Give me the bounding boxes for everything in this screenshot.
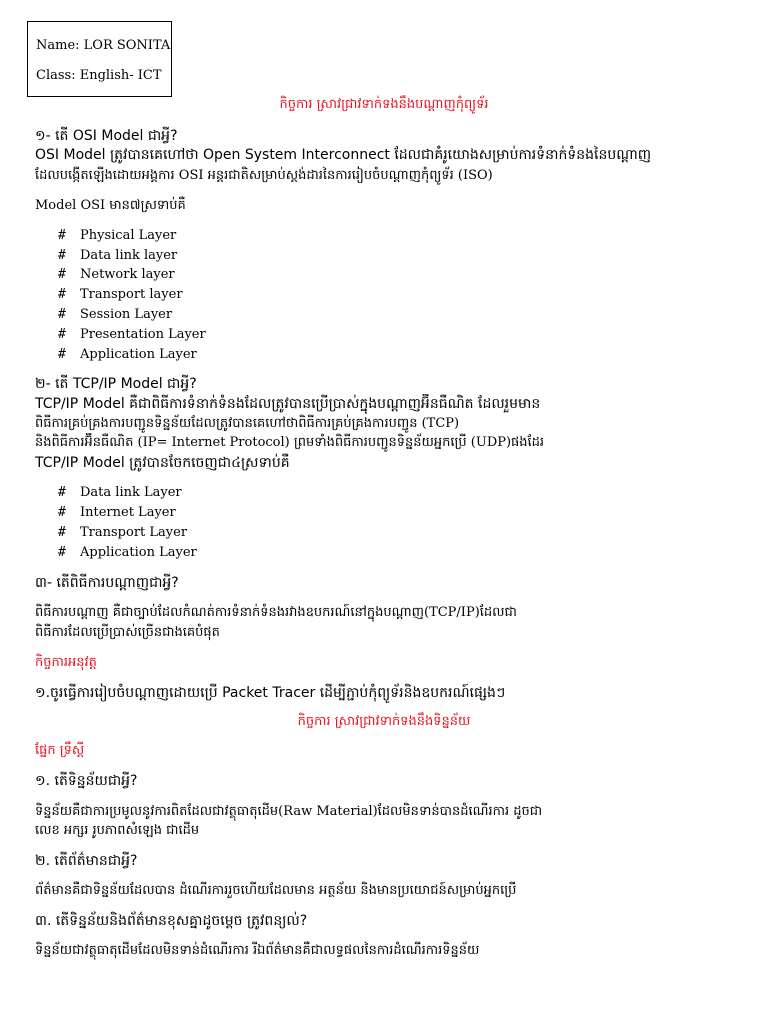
bullet-hash: # — [58, 327, 66, 342]
q2-line-4: TCP/IP Model ត្រូវបានចែកចេញជា៤ស្រទាប់គឺ — [35, 455, 290, 471]
b1-heading: ១. តើទិន្នន័យជាអ្វី? — [35, 773, 138, 789]
list-item: # Transport Layer — [58, 525, 188, 540]
bullet-hash: # — [58, 287, 66, 302]
list-item: # Presentation Layer — [58, 327, 206, 342]
bullet-hash: # — [58, 248, 66, 263]
bullet-hash: # — [58, 525, 66, 540]
title-data: កិច្ចការ ស្រាវជ្រាវទាក់ទងនឹងទិន្នន័យ — [297, 714, 471, 729]
q2-line-1: TCP/IP Model គឺជាពិធីការទំនាក់ទំនងដែលត្រូវបានប្រើប្រាស់ក្នុងបណ្តាញអ៊ីនធឺណិត ដែលរួមមាន — [35, 396, 541, 412]
list-item: # Application Layer — [58, 545, 197, 560]
q1-line-3: Model OSI មាន៧ស្រទាប់គឺ — [35, 198, 186, 213]
student-class: Class: English- ICT — [36, 68, 162, 83]
list-item: # Application Layer — [58, 347, 197, 362]
practice-heading: កិច្ចការអនុវត្ត — [35, 655, 97, 670]
q1-line-1: OSI Model ត្រូវបានគេហៅថា Open System Interconnect ដែលជាគំរូយោងសម្រាប់ការទំនាក់ទំនងនៃបណ្តាញ — [35, 147, 652, 163]
bullet-hash: # — [58, 545, 66, 560]
bullet-hash: # — [58, 267, 66, 282]
list-item: # Transport layer — [58, 287, 183, 302]
bullet-hash: # — [58, 485, 66, 500]
b1-line-2: លេខ អក្សរ រូបភាពសំឡេង ជាដើម — [35, 823, 200, 838]
q2-line-2: ពិធីការគ្រប់គ្រងការបញ្ជូនទិន្នន័យដែលត្រូវបានគេហៅថាពិធីការគ្រប់គ្រងការបញ្ជូន (TCP) — [35, 416, 460, 431]
b2-heading: ២. តើព័ត៌មានជាអ្វី? — [35, 853, 138, 869]
bullet-hash: # — [58, 307, 66, 322]
list-item: # Internet Layer — [58, 505, 176, 520]
b2-line-1: ព័ត៌មានគឺជាទិន្នន័យដែលបាន ដំណើរការរួចហើយដែលមាន អត្ថន័យ និងមានប្រយោជន៍សម្រាប់អ្នកប្រើ — [35, 883, 517, 898]
bullet-hash: # — [58, 228, 66, 243]
b3-heading: ៣. តើទិន្នន័យនិងព័ត៌មានខុសគ្នាដូចម្តេច ត្រូវពន្យល់? — [35, 913, 308, 929]
q3-heading: ៣- តើពិធីការបណ្តាញជាអ្វី? — [35, 575, 179, 591]
list-item: # Data link layer — [58, 248, 178, 263]
title-network: កិច្ចការ ស្រាវជ្រាវទាក់ទងនឹងបណ្តាញកុំព្យូទ័រ — [279, 97, 489, 112]
q1-line-2: ដែលបង្កើតឡើងដោយអង្គការ OSI អន្តរជាតិសម្រាប់ស្តង់ដារនៃការរៀបចំបណ្តាញកុំព្យូទ័រ (ISO) — [35, 168, 493, 183]
student-name: Name: LOR SONITA — [36, 38, 171, 53]
list-item: # Physical Layer — [58, 228, 177, 243]
list-item: # Session Layer — [58, 307, 173, 322]
practice-item-1: ១.ចូរធ្វើការរៀបចំបណ្តាញដោយប្រើ Packet Tracer ដើម្បីភ្ជាប់កុំព្យូទ័រនិងឧបករណ៍ផ្សេងៗ — [35, 685, 506, 701]
q2-heading: ២- តើ TCP/IP Model ជាអ្វី? — [35, 376, 197, 392]
q1-heading: ១- តើ OSI Model ជាអ្វី? — [35, 128, 178, 144]
q3-line-1: ពិធីការបណ្តាញ គឺជាច្បាប់ដែលកំណត់ការទំនាក់ទំនងរវាងឧបករណ៍នៅក្នុងបណ្តាញ(TCP/IP)ដែលជា — [35, 605, 517, 620]
q2-line-3: និងពិធីការអ៊ីនធឺណិត (IP= Internet Protocol) ព្រមទាំងពិធីការបញ្ជូនទិន្នន័យអ្នកប្រើ (UDP)ផងដែរ — [35, 435, 545, 450]
b3-line-1: ទិន្នន័យជាវត្ថុធាតុដើមដែលមិនទាន់ដំណើរការ រីឯព័ត៌មានគឺជាលទ្ធផលនៃការដំណើរការទិន្នន័យ — [35, 943, 480, 958]
bullet-hash: # — [58, 505, 66, 520]
name-box — [27, 21, 172, 97]
list-item: # Data link Layer — [58, 485, 182, 500]
bullet-hash: # — [58, 347, 66, 362]
q3-line-2: ពិធីការដែលប្រើប្រាស់ច្រើនជាងគេបំផុត — [35, 625, 220, 640]
b1-line-1: ទិន្នន័យគឺជាការប្រមូលនូវការពិតដែលជាវត្ថុធាតុដើម(Raw Material)ដែលមិនទាន់បានដំណើរការ ដូចជា — [35, 804, 543, 819]
list-item: # Network layer — [58, 267, 175, 282]
theory-heading: ផ្នែក ទ្រឹស្តី — [35, 743, 85, 758]
